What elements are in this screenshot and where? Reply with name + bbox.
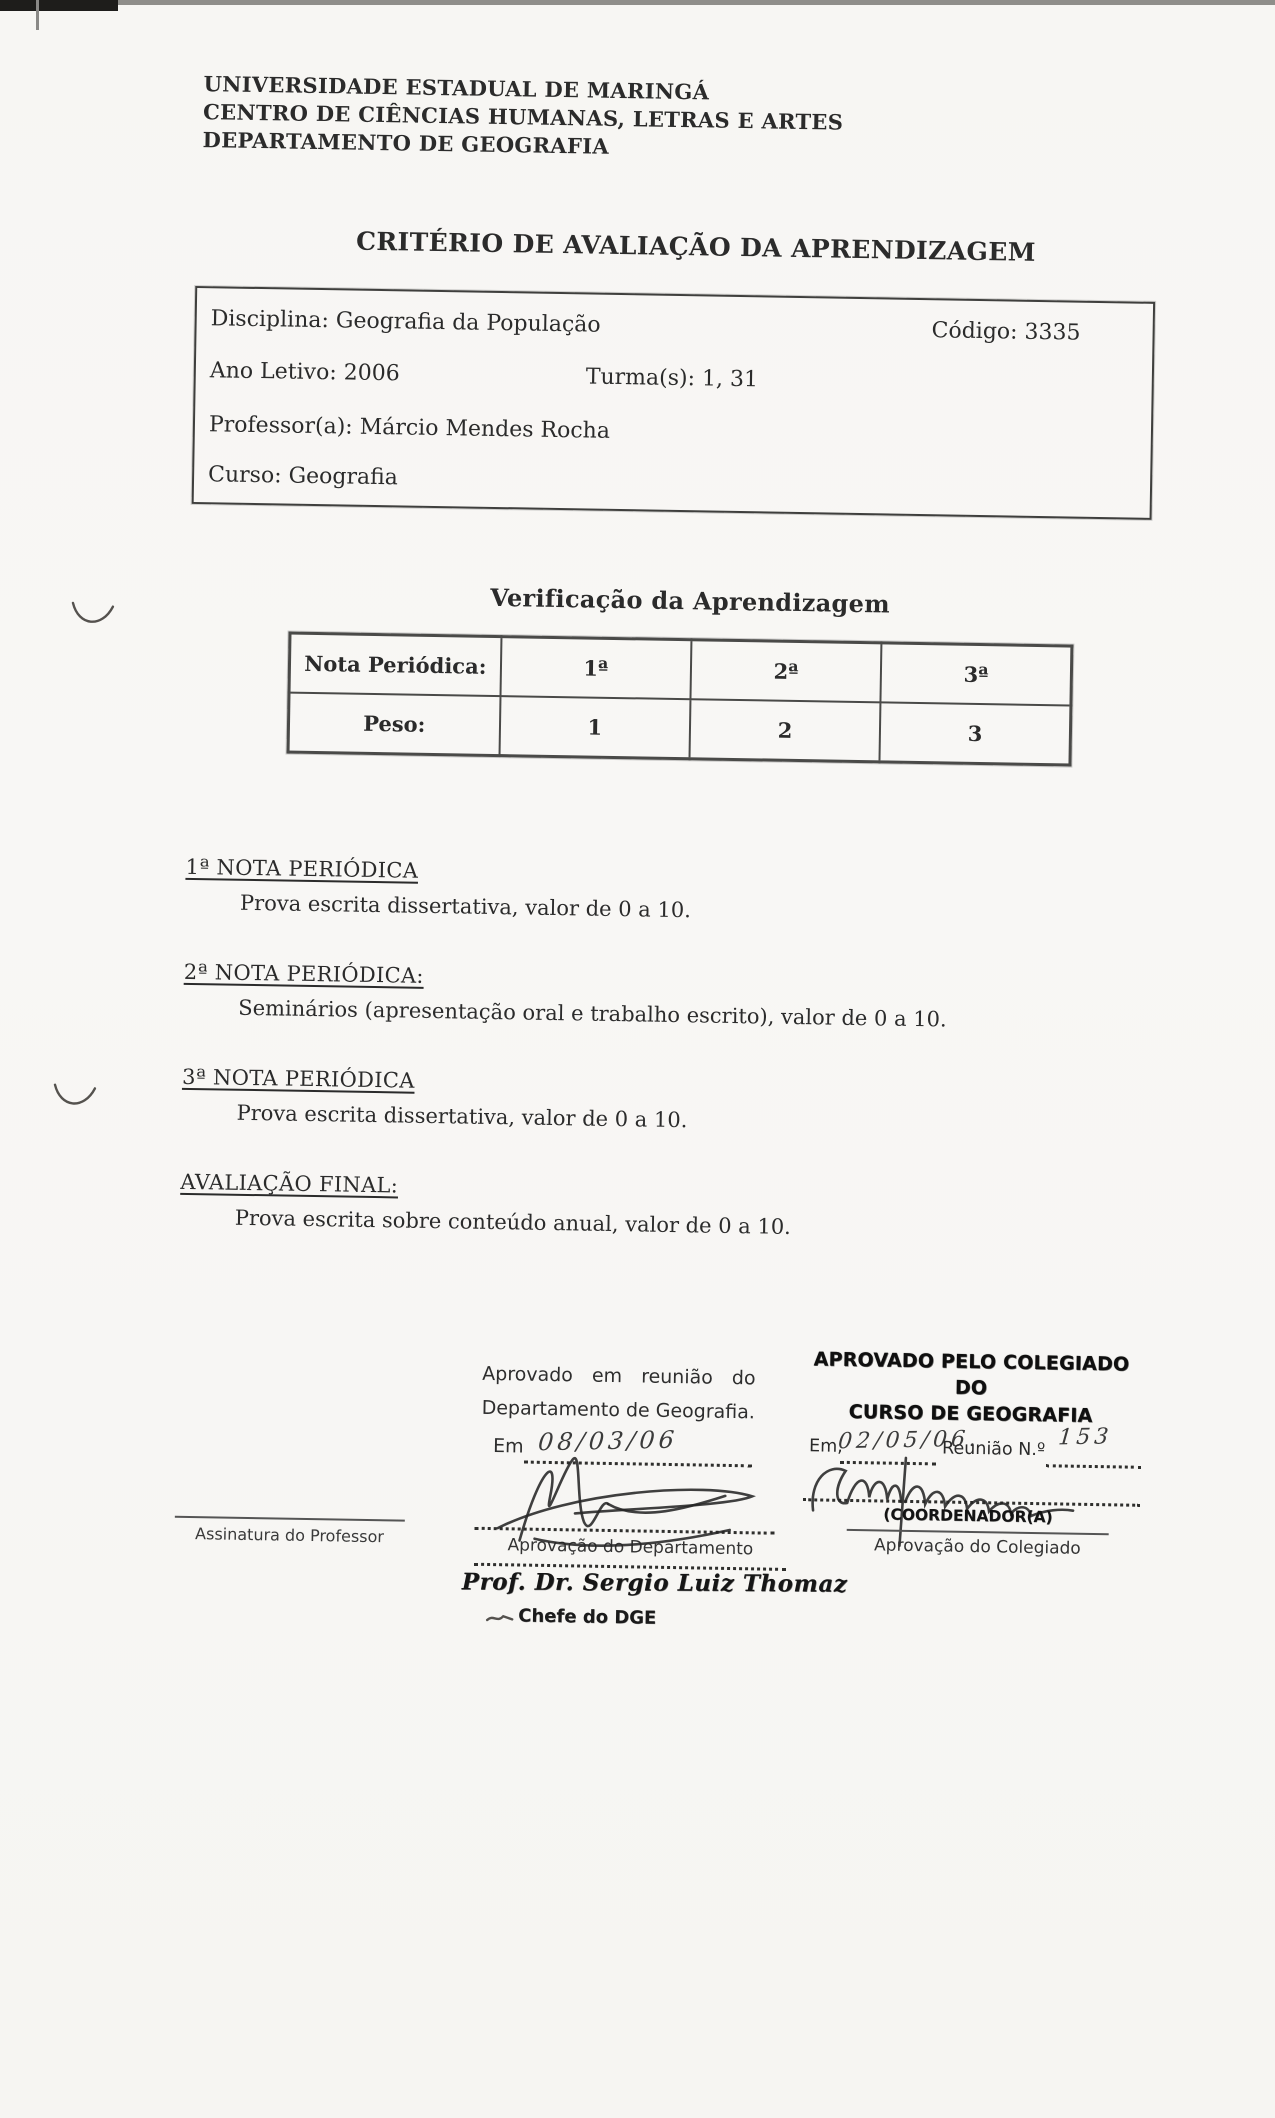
letterhead-line-department: DEPARTAMENTO DE GEOGRAFIA xyxy=(202,127,610,159)
section-avaliacao-final xyxy=(180,1170,1081,1244)
cell-nota-3: 3ª xyxy=(881,643,1072,706)
pen-squiggle-icon xyxy=(485,1611,515,1625)
section-heading: 1ª NOTA PERIÓDICA xyxy=(185,854,419,883)
cell-peso-label: Peso: xyxy=(288,693,500,756)
field-ano-letivo: Ano Letivo: 2006 xyxy=(209,358,400,387)
field-codigo: Código: 3335 xyxy=(931,318,1081,346)
section-heading: 3ª NOTA PERIÓDICA xyxy=(181,1064,415,1093)
cell-nota-1: 1ª xyxy=(500,637,691,700)
section-heading: 2ª NOTA PERIÓDICA: xyxy=(183,959,424,988)
section-nota-2 xyxy=(183,960,1084,1034)
cell-nota-label: Nota Periódica: xyxy=(289,633,501,696)
department-approval-text-line2: Departamento de Geografia. xyxy=(481,1396,756,1424)
section-heading: AVALIAÇÃO FINAL: xyxy=(180,1169,399,1198)
collegiate-date-handwritten: 02/05/06. xyxy=(837,1426,982,1455)
scan-edge-corner xyxy=(0,0,118,11)
section-body: Seminários (apresentação oral e trabalho escrito), valor de 0 a 10. xyxy=(238,995,947,1032)
section-nota-3 xyxy=(181,1065,1082,1139)
department-approval-text-line1: Aprovado em reunião do xyxy=(482,1362,756,1390)
department-em-label: Em xyxy=(492,1435,524,1458)
verification-heading: Verificação da Aprendizagem xyxy=(490,582,891,619)
scan-edge-strip xyxy=(0,0,1275,5)
department-date-handwritten: 08/03/06 xyxy=(536,1425,680,1457)
cell-nota-2: 2ª xyxy=(690,640,881,703)
pen-mark-icon xyxy=(66,596,121,633)
collegiate-meeting-label: Reunião N.º xyxy=(941,1438,1046,1461)
cell-peso-1: 1 xyxy=(499,696,690,759)
cell-peso-3: 3 xyxy=(880,702,1071,765)
section-body: Prova escrita sobre conteúdo anual, valor de 0 a 10. xyxy=(234,1205,792,1239)
pen-mark-icon xyxy=(48,1078,103,1115)
department-approval-label: Aprovação do Departamento xyxy=(507,1535,754,1560)
collegiate-approval-label: Aprovação do Colegiado xyxy=(873,1535,1081,1559)
scan-edge-line xyxy=(36,0,39,30)
collegiate-em-label: Em, xyxy=(808,1436,843,1457)
letterhead xyxy=(202,70,843,165)
section-body: Prova escrita dissertativa, valor de 0 a 10. xyxy=(236,1100,688,1133)
collegiate-meeting-number-handwritten: 153 xyxy=(1057,1424,1114,1451)
field-curso: Curso: Geografia xyxy=(207,462,399,491)
grades-table xyxy=(287,632,1074,767)
department-chief-stamp-role: Chefe do DGE xyxy=(518,1605,657,1629)
collegiate-approval-stamp xyxy=(796,1346,1145,1430)
page-title: CRITÉRIO DE AVALIAÇÃO DA APRENDIZAGEM xyxy=(355,226,1037,267)
professor-signature-label: Assinatura do Professor xyxy=(194,1524,385,1547)
coordinator-stamp-label: (COORDENADOR(A) xyxy=(883,1505,1053,1527)
collegiate-stamp-line2: CURSO DE GEOGRAFIA xyxy=(848,1400,1093,1427)
collegiate-stamp-line1: APROVADO PELO COLEGIADO DO xyxy=(813,1348,1130,1400)
letterhead-line-center: CENTRO DE CIÊNCIAS HUMANAS, LETRAS E ARTES xyxy=(202,99,844,135)
cell-peso-2: 2 xyxy=(689,699,880,762)
course-info-box xyxy=(192,286,1155,520)
field-professor: Professor(a): Márcio Mendes Rocha xyxy=(208,412,611,444)
section-nota-1 xyxy=(185,855,1086,929)
letterhead-line-university: UNIVERSIDADE ESTADUAL DE MARINGÁ xyxy=(203,71,710,105)
department-signature xyxy=(479,1440,766,1560)
table-row xyxy=(288,693,1071,765)
professor-signature-line xyxy=(175,1516,405,1522)
department-chief-stamp-name: Prof. Dr. Sergio Luiz Thomaz xyxy=(461,1568,848,1598)
section-body: Prova escrita dissertativa, valor de 0 a 10. xyxy=(239,890,692,923)
field-turmas: Turma(s): 1, 31 xyxy=(585,364,759,393)
field-disciplina: Disciplina: Geografia da População xyxy=(210,306,601,338)
